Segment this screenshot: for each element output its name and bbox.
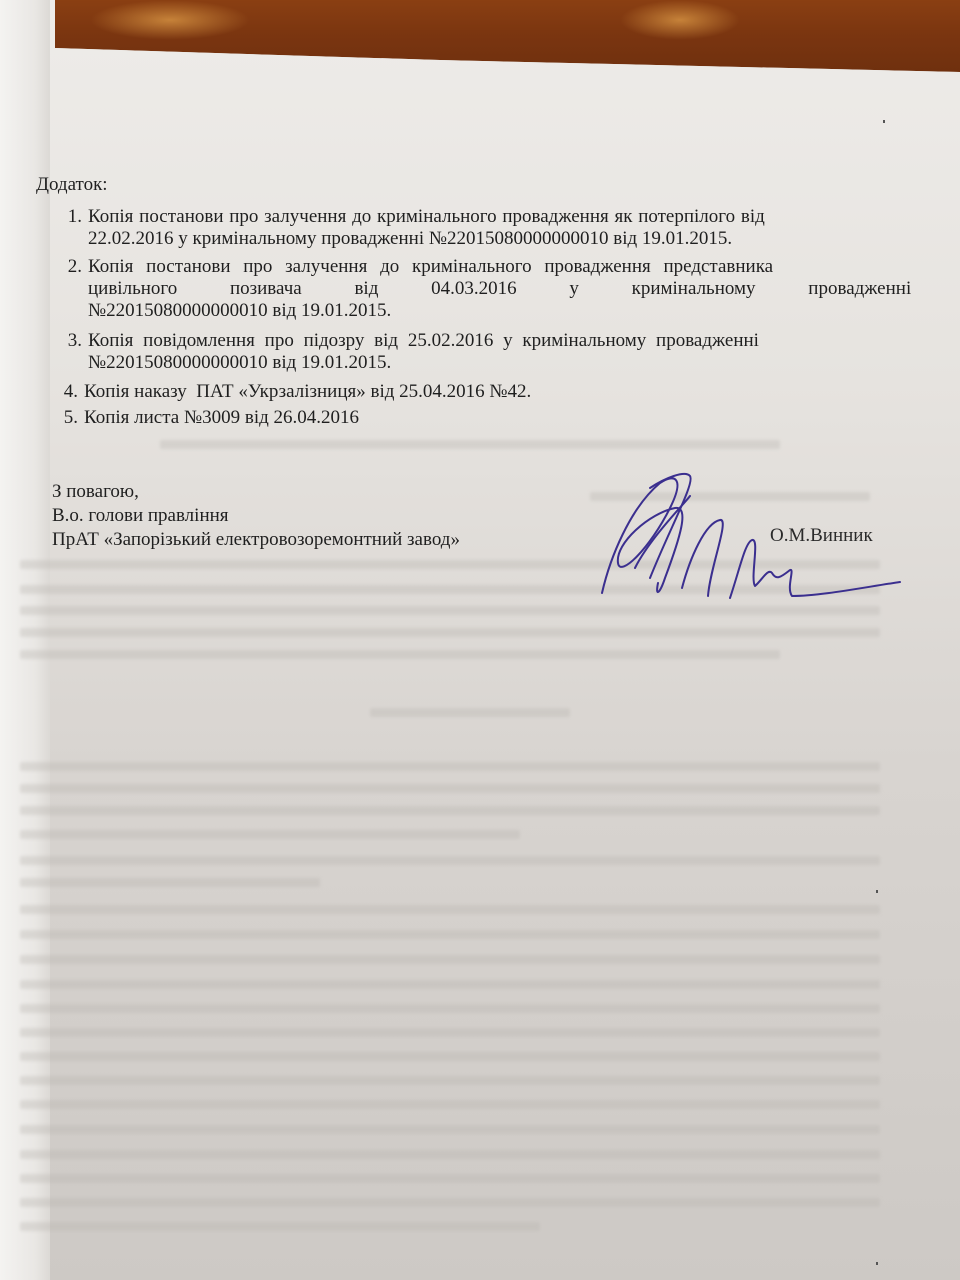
- item-line: Копія повідомлення про підозру від 25.02.2016 у кримінальному провадженні: [88, 330, 759, 351]
- item-line: Копія постанови про залучення до кримінального провадження представника: [88, 256, 774, 277]
- signer-name: О.М.Винник: [770, 525, 873, 546]
- paper-speck: [883, 120, 885, 123]
- signer-organization: ПрАТ «Запорізький електровозоремонтний завод»: [52, 529, 460, 550]
- item-line: №22015080000000010 від 19.01.2015.: [88, 300, 392, 321]
- paper-speck: [876, 890, 878, 893]
- desk-glare: [620, 0, 740, 40]
- appendix-heading: Додаток:: [36, 174, 108, 195]
- item-line: цивільного позивача від 04.03.2016 у кримінальному провадженні: [88, 278, 912, 299]
- item-line: 22.02.2016 у кримінальному провадженні №22015080000000010 від 19.01.2015.: [88, 228, 733, 249]
- closing-block: [52, 480, 460, 552]
- desk-glare: [90, 0, 250, 40]
- item-line: Копія постанови про залучення до кримінального провадження як потерпілого від: [88, 206, 765, 227]
- item-line: Копія листа №3009 від 26.04.2016: [84, 407, 360, 428]
- item-line: Копія наказу ПАТ «Укрзалізниця» від 25.04.2016 №42.: [84, 381, 532, 402]
- paper-speck: [876, 1262, 878, 1265]
- item-line: №22015080000000010 від 19.01.2015.: [88, 352, 392, 373]
- item-number: 4.: [63, 381, 78, 402]
- signer-position: В.о. голови правління: [52, 505, 229, 526]
- item-number: 3.: [67, 330, 82, 351]
- item-number: 1.: [67, 206, 82, 227]
- closing-regards: З повагою,: [52, 481, 139, 502]
- item-number: 2.: [67, 256, 82, 277]
- item-number: 5.: [63, 407, 78, 428]
